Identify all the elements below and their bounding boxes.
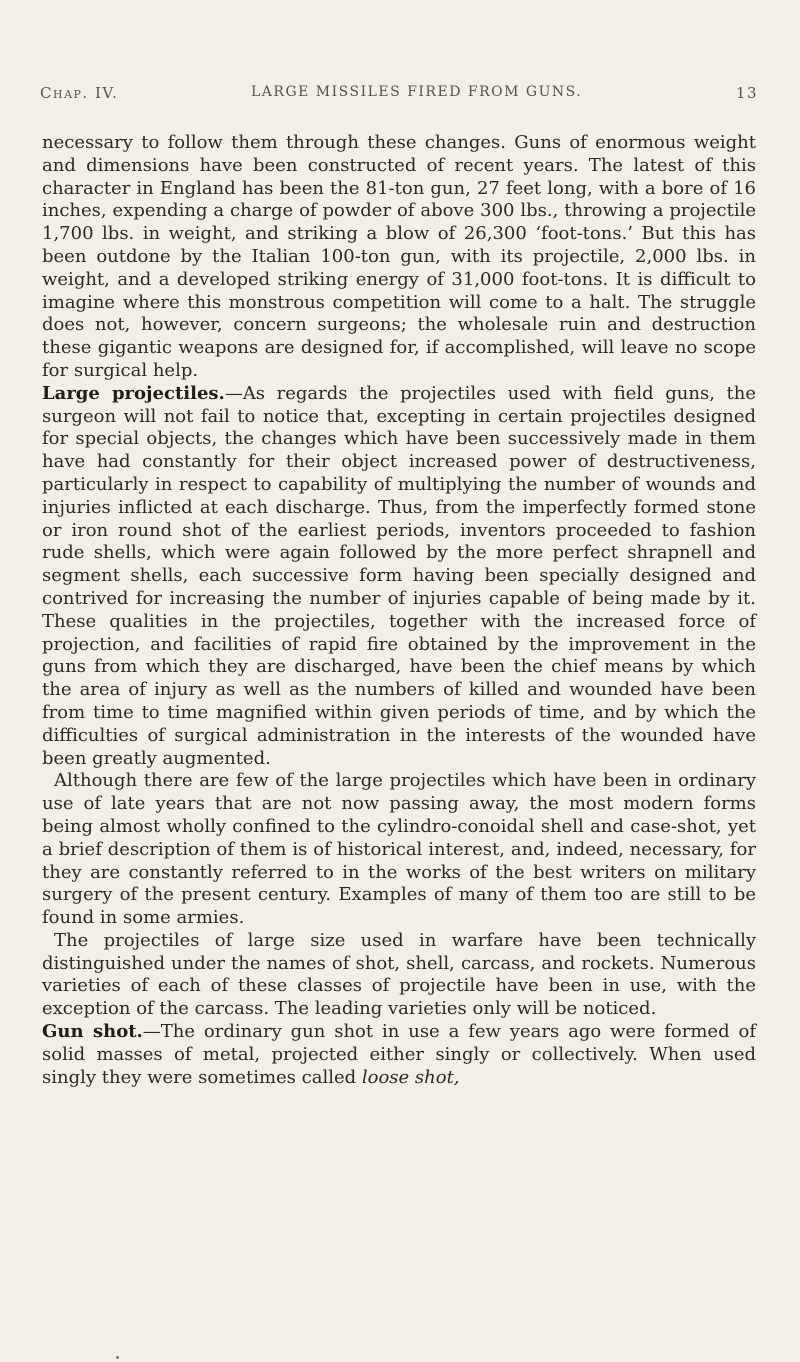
paragraph: [42, 383, 756, 771]
ink-speck: [116, 1356, 119, 1359]
running-header: [40, 84, 758, 108]
paragraph-text: necessary to follow them through these changes. Guns of enormous weight and dimensions have been constructed of recent years. The latest of this character in England has been the 81-ton gun, 27 feet long, with a bore of 16 inches, expending a charge of powder of above 300 lbs., throwing a projectile 1,700 lbs. in weight, and striking a blow of 26,300 ‘foot-tons.’ But this has been outdone by the Italian 100-ton gun, with its projectile, 2,000 lbs. in weight, and a developed striking energy of 31,000 foot-tons. It is difficult to imagine where this monstrous competition will come to a halt. The struggle does not, however, concern surgeons; the wholesale ruin and destruction these gigantic weapons are designed for, if accomplished, will leave no scope for surgical help.: [42, 132, 756, 381]
paragraph-text: Although there are few of the large projectiles which have been in ordinary use of late years that are not now passing away, the most modern forms being almost wholly confined to the cylindro-conoidal shell and case-shot, yet a brief description of them is of historical interest, and, indeed, necessary, for they are constantly referred to in the works of the best writers on military surgery of the present century. Examples of many of them too are still to be found in some armies.: [42, 770, 756, 929]
paragraph: [42, 770, 756, 930]
paragraph: [42, 930, 756, 1021]
paragraph-text: —As regards the projectiles used with field guns, the surgeon will not fail to notice that, excepting in certain projectiles designed for special objects, the changes which have been successively made in them have had constantly for their object increased power of destructiveness, particularly in respect to capability of multiplying the number of wounds and injuries inflicted at each discharge. Thus, from the imperfectly formed stone or iron round shot of the earliest periods, inventors proceeded to fashion rude shells, which were again followed by the more perfect shrapnell and segment shells, each successive form having been specially designed and contrived for increasing the number of injuries capable of being made by it. These qualities in the projectiles, together with the increased force of projection, and facilities of rapid fire obtained by the improvement in the guns from which they are discharged, have been the chief means by which the area of injury as well as the numbers of killed and wounded have been from time to time magnified within given periods of time, and by which the difficulties of surgical administration in the interests of the wounded have been greatly augmented.: [42, 382, 757, 769]
chapter-label: Chap. IV.: [40, 84, 119, 102]
side-heading: Large projectiles.: [42, 382, 225, 404]
page-number: 13: [735, 84, 758, 102]
running-title: LARGE MISSILES FIRED FROM GUNS.: [251, 84, 583, 100]
paragraph-text: The projectiles of large size used in warfare have been technically distinguished under the names of shot, shell, carcass, and rockets. Numerous varieties of each of these classes of projectile have been in use, with the exception of the carcass. The leading varieties only will be noticed.: [42, 929, 756, 1020]
italic-term: loose shot,: [361, 1066, 460, 1088]
paragraph-text: —The ordinary gun shot in use a few years ago were formed of solid masses of metal, projected either singly or collectively. When used singly they were sometimes called: [42, 1021, 756, 1088]
side-heading: Gun shot.: [42, 1021, 143, 1043]
paragraph: [42, 1021, 756, 1089]
body-text: [42, 132, 756, 1089]
paragraph: [42, 132, 756, 383]
